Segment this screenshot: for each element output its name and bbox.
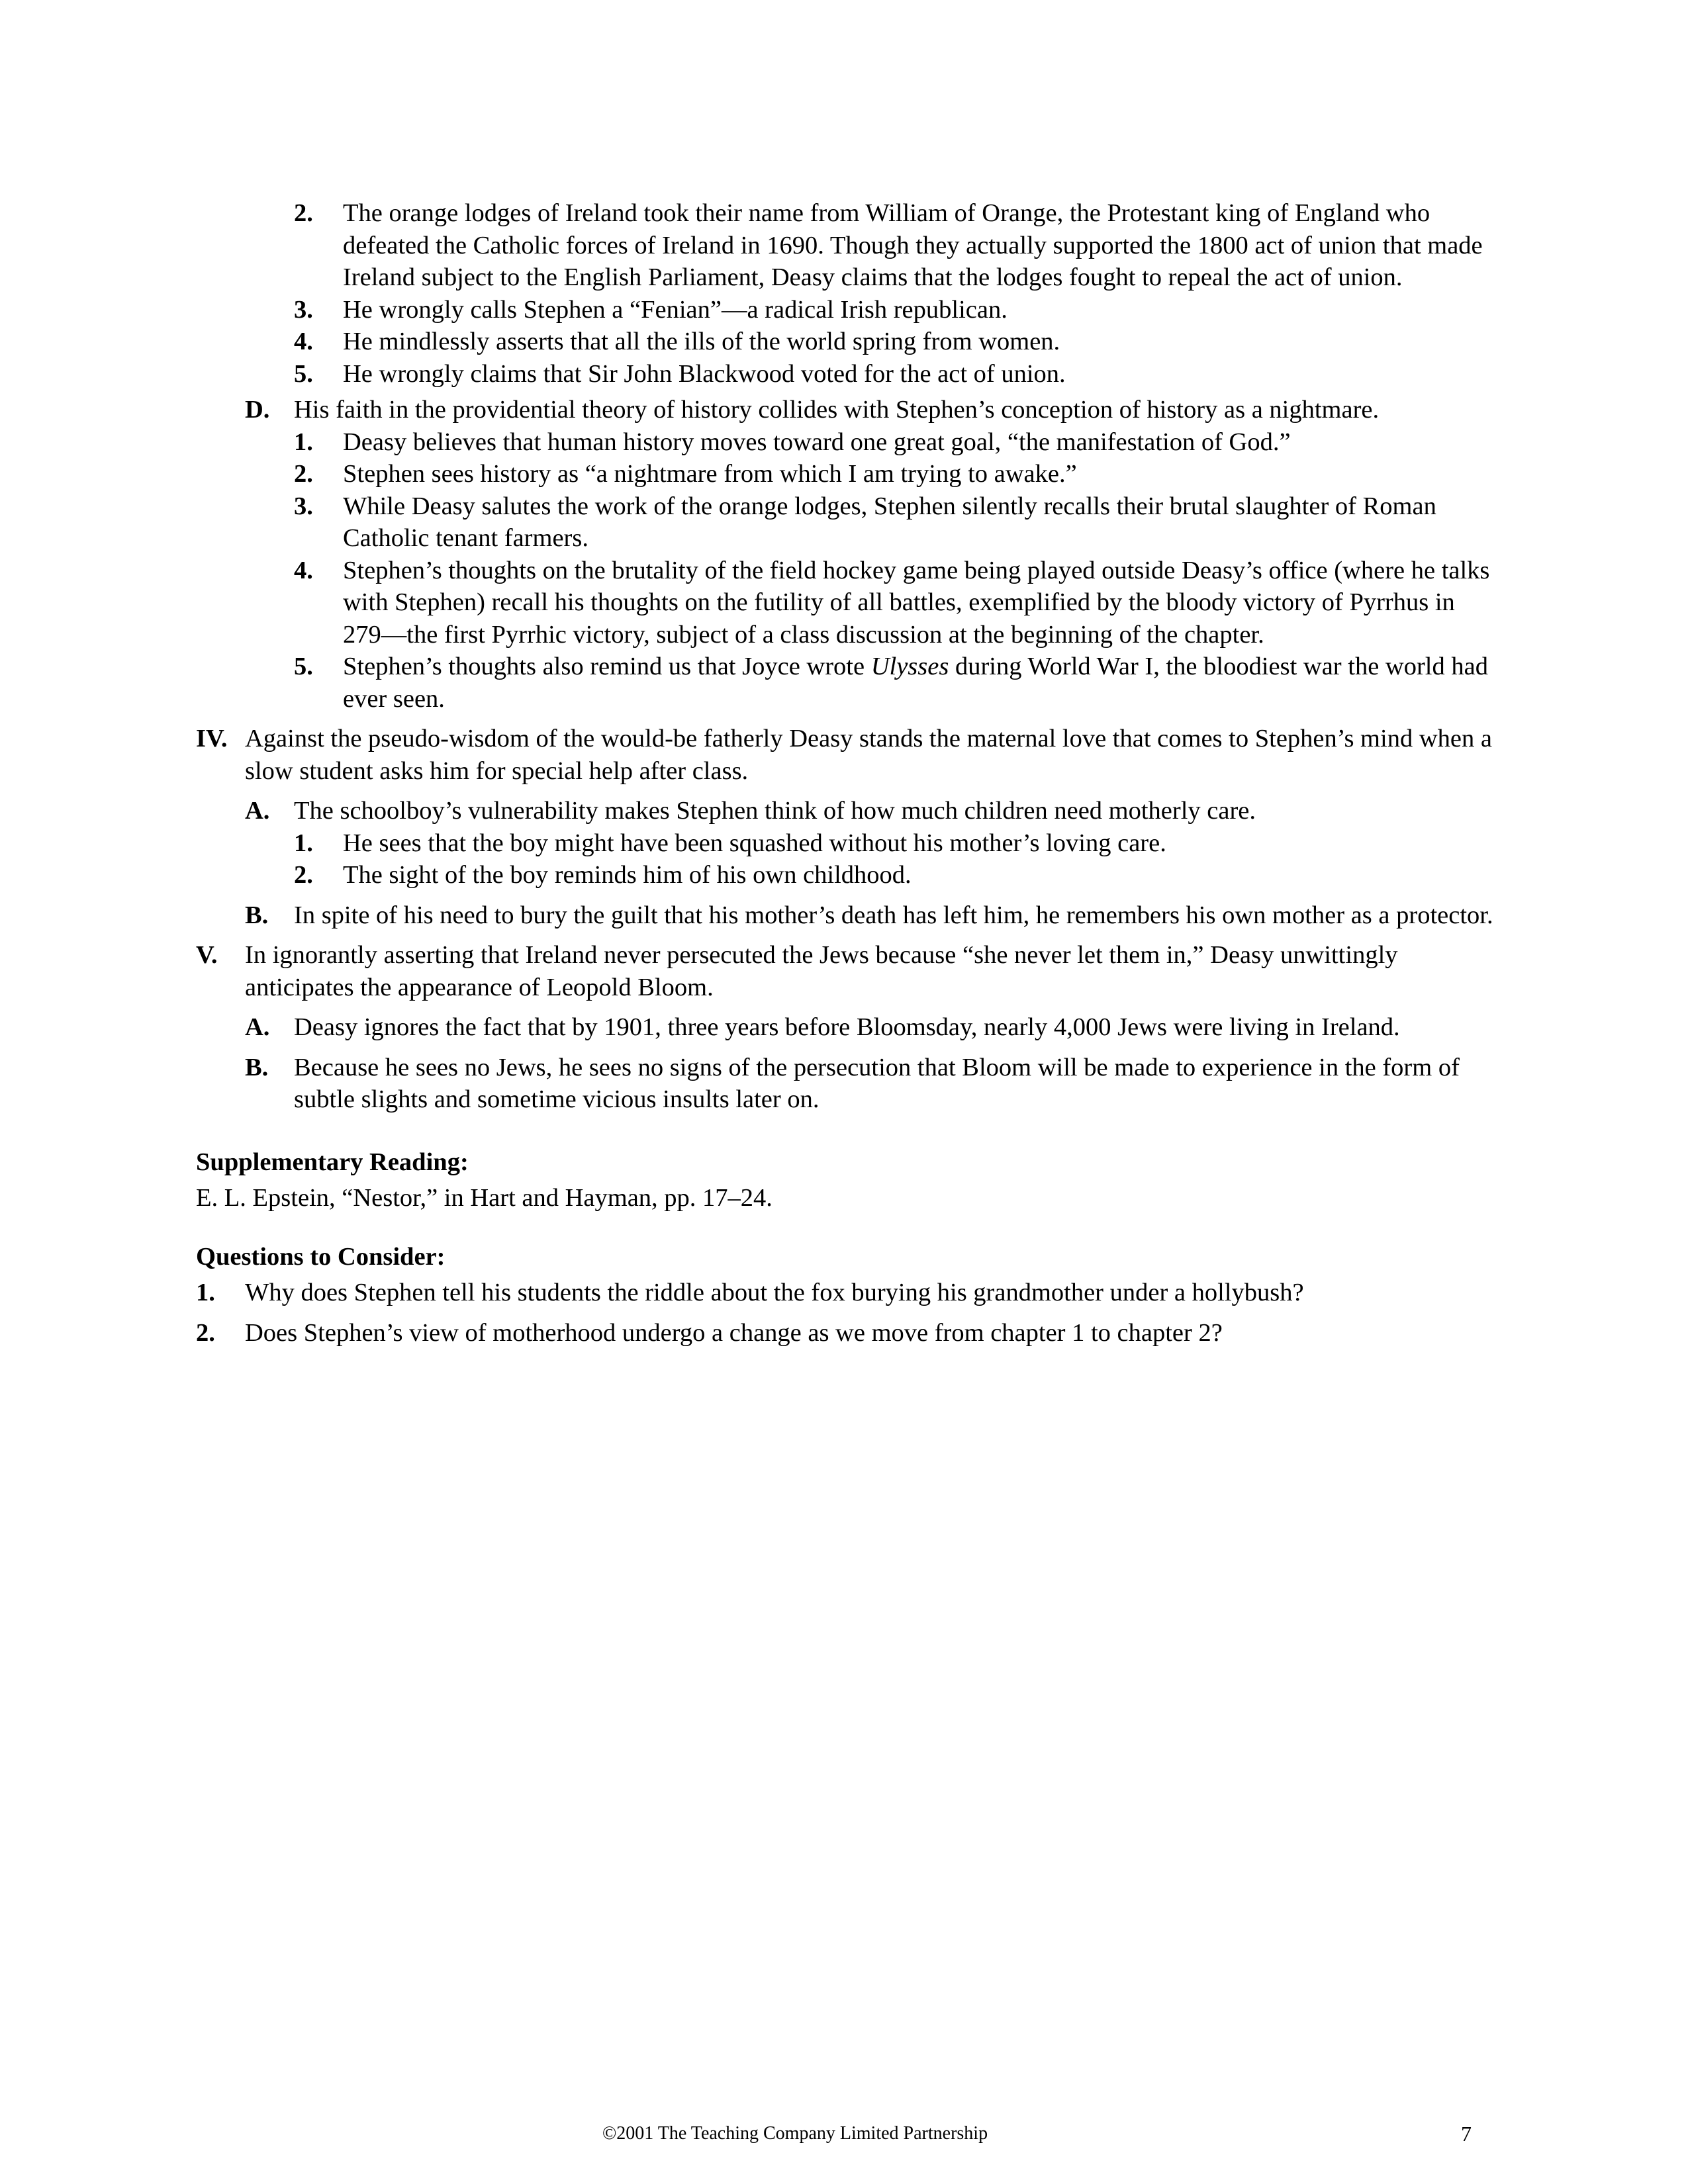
item-text (343, 651, 1493, 715)
outline-item-c5 (294, 358, 1493, 390)
outline-item-d2 (294, 458, 1493, 490)
item-text: Against the pseudo-wisdom of the would-be fatherly Deasy stands the maternal love that comes to Stephen’s mind when a slow student asks him for special help after class. (245, 725, 1492, 785)
item-label: IV. (196, 725, 228, 752)
item-text-before: Stephen’s thoughts also remind us that Joyce wrote (343, 653, 871, 680)
item-text: Stephen’s thoughts on the brutality of the field hockey game being played outside Deasy’s office (where he talks with Stephen) recall his thoughts on the futility of all battles, exemplified by the bloody victory of Pyrrhus in 279—the first Pyrrhic victory, subject of a class discussion at the beginning of the chapter. (343, 556, 1490, 649)
supplementary-heading: Supplementary Reading: (196, 1148, 469, 1176)
item-label: 2. (294, 861, 313, 889)
page-number: 7 (1461, 2122, 1472, 2146)
outline-item-v (196, 939, 1493, 1003)
outline-item-c2 (294, 197, 1493, 294)
item-label: 3. (294, 295, 313, 324)
item-label: A. (245, 797, 270, 825)
item-text: Stephen sees history as “a nightmare from which I am trying to awake.” (343, 460, 1077, 488)
questions-heading: Questions to Consider: (196, 1242, 445, 1271)
outline-item-iv-a1 (294, 827, 1493, 860)
outline-item-iv-a (245, 795, 1493, 827)
item-text: In ignorantly asserting that Ireland never persecuted the Jews because “she never let them in,” Deasy unwittingly anticipates the appearance of Leopold Bloom. (245, 941, 1398, 1001)
item-label: 4. (294, 328, 313, 355)
item-text: The sight of the boy reminds him of his own childhood. (343, 861, 912, 889)
document-body (196, 197, 1493, 1349)
outline-item-iv (196, 723, 1493, 787)
item-label: 1. (196, 1279, 215, 1306)
item-label: D. (245, 396, 270, 424)
outline-item-d3 (294, 490, 1493, 555)
outline-item-v-b (245, 1052, 1493, 1116)
item-label: 2. (196, 1318, 215, 1347)
item-label: 4. (294, 556, 313, 584)
item-label: 5. (294, 359, 313, 388)
item-text: He wrongly calls Stephen a “Fenian”—a radical Irish republican. (343, 295, 1008, 324)
supplementary-text: E. L. Epstein, “Nestor,” in Hart and Hayman, pp. 17–24. (196, 1184, 773, 1212)
outline-item-iv-b (245, 899, 1493, 932)
item-text: Does Stephen’s view of motherhood undergo a change as we move from chapter 1 to chapter 2? (245, 1318, 1223, 1347)
item-text: Because he sees no Jews, he sees no signs of the persecution that Bloom will be made to experience in the form of subtle slights and sometime vicious insults later on. (294, 1053, 1460, 1113)
question-item-2 (196, 1317, 1493, 1349)
outline-item-c4 (294, 326, 1493, 358)
item-text: Deasy ignores the fact that by 1901, three years before Bloomsday, nearly 4,000 Jews were living in Ireland. (294, 1013, 1400, 1041)
outline-item-d4 (294, 555, 1493, 651)
item-text: Deasy believes that human history moves toward one great goal, “the manifestation of God.” (343, 428, 1291, 456)
item-text: While Deasy salutes the work of the orange lodges, Stephen silently recalls their brutal slaughter of Roman Catholic tenant farmers. (343, 492, 1436, 552)
item-label: 2. (294, 199, 313, 227)
copyright-notice: ©2001 The Teaching Company Limited Partnership (602, 2123, 988, 2144)
outline-item-d5 (294, 651, 1493, 715)
item-text: In spite of his need to bury the guilt that his mother’s death has left him, he remembers his own mother as a protector. (294, 901, 1493, 929)
item-text: Why does Stephen tell his students the riddle about the fox burying his grandmother under a hollybush? (245, 1279, 1304, 1306)
book-title: Ulysses (870, 653, 949, 680)
outline-item-c3 (294, 294, 1493, 326)
outline-item-v-a (245, 1011, 1493, 1044)
outline-item-iv-a2 (294, 859, 1493, 891)
item-label: 5. (294, 653, 313, 680)
item-text: He mindlessly asserts that all the ills of the world spring from women. (343, 328, 1060, 355)
item-text: He sees that the boy might have been squashed without his mother’s loving care. (343, 829, 1166, 857)
item-label: 2. (294, 460, 313, 488)
item-label: V. (196, 941, 218, 969)
item-text: The schoolboy’s vulnerability makes Stephen think of how much children need motherly care. (294, 797, 1256, 825)
item-text: He wrongly claims that Sir John Blackwood voted for the act of union. (343, 359, 1066, 388)
item-label: B. (245, 901, 269, 929)
item-label: A. (245, 1013, 270, 1041)
item-text: His faith in the providential theory of history collides with Stephen’s conception of history as a nightmare. (294, 396, 1380, 424)
item-label: 3. (294, 492, 313, 520)
item-label: 1. (294, 428, 313, 456)
item-text-after: during World War I, the bloodiest war the world had ever seen. (343, 653, 1488, 713)
item-label: 1. (294, 829, 313, 857)
outline-item-d1 (294, 426, 1493, 459)
outline-item-d (245, 394, 1493, 426)
item-label: B. (245, 1053, 269, 1081)
item-text: The orange lodges of Ireland took their name from William of Orange, the Protestant king of England who defeated the Catholic forces of Ireland in 1690. Though they actually supported the 1800 act of union that made Ireland subject to the English Parliament, Deasy claims that the lodges fought to repeal the act of union. (343, 199, 1483, 291)
question-item-1 (196, 1277, 1493, 1309)
